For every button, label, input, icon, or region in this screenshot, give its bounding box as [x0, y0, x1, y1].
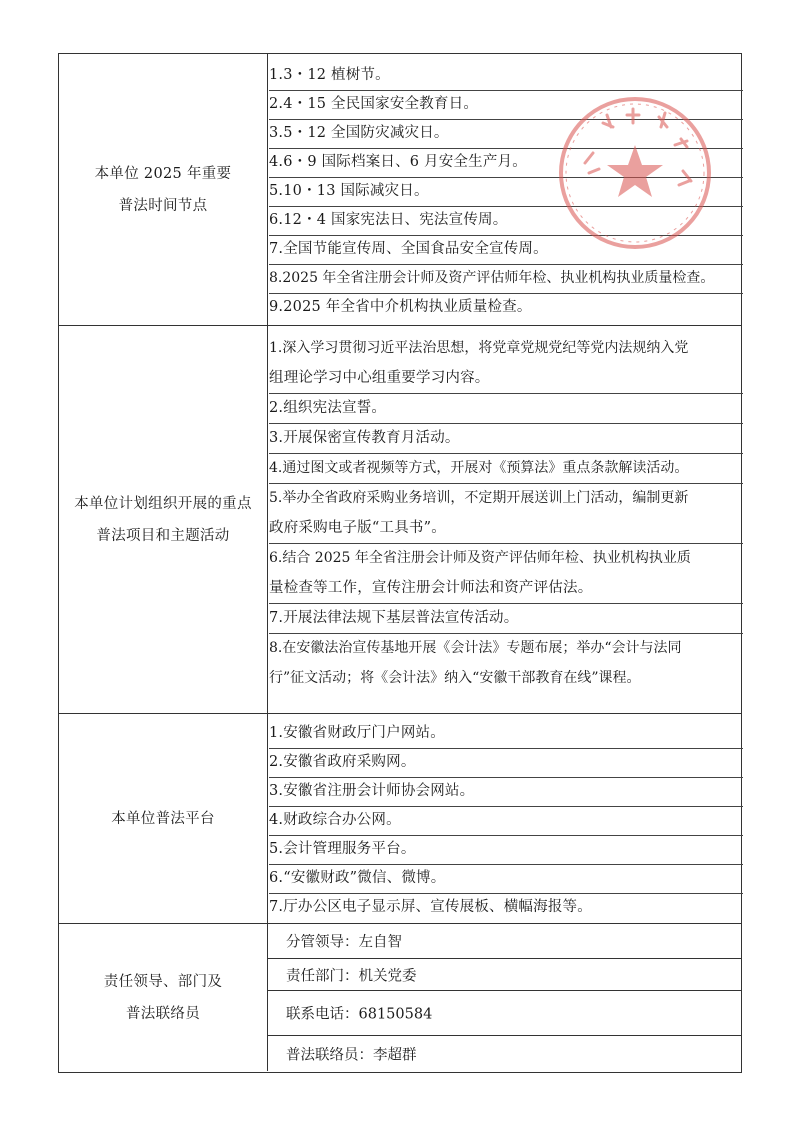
list-item: 组理论学习中心组重要学习内容。	[269, 364, 743, 394]
list-item: 7.厅办公区电子显示屏、宣传展板、横幅海报等。	[269, 899, 592, 915]
list-item: 量检查等工作，宣传注册会计师法和资产评估法。	[269, 574, 743, 604]
table-row-time-nodes	[59, 54, 741, 326]
list-item: 6.“安徽财政”微信、微博。	[269, 864, 743, 894]
contact-row	[268, 959, 741, 991]
row-content	[268, 714, 741, 923]
table-row-key-projects	[59, 326, 741, 714]
row-label	[59, 54, 268, 325]
row-label-line: 本单位普法平台	[111, 810, 215, 827]
row-label	[59, 714, 268, 923]
leader-field: 分管领导：左自智	[286, 934, 402, 951]
contact-row	[268, 991, 741, 1036]
department-field: 责任部门：机关党委	[286, 968, 417, 984]
list-item: 3.5・12 全国防灾减灾日。	[269, 119, 743, 149]
list-item: 4.通过图文或者视频等方式，开展对《预算法》重点条款解读活动。	[269, 454, 743, 484]
list-item: 2.安徽省政府采购网。	[269, 748, 743, 778]
list-item: 行”征文活动；将《会计法》纳入“安徽干部教育在线”课程。	[269, 670, 641, 686]
contact-row	[268, 924, 741, 959]
list-item: 2.组织宪法宣誓。	[269, 394, 743, 424]
list-item: 7.开展法律法规下基层普法宣传活动。	[269, 604, 743, 634]
row-label	[59, 924, 268, 1071]
list-item: 6.结合 2025 年全省注册会计师及资产评估师年检、执业机构执业质	[269, 550, 691, 566]
phone-field: 联系电话：68150584	[286, 1006, 433, 1023]
row-label-line: 普法时间节点	[118, 197, 208, 214]
row-content	[268, 326, 741, 713]
list-item: 8.2025 年全省注册会计师及资产评估师年检、执业机构执业质量检查。	[269, 264, 743, 294]
list-item: 6.12・4 国家宪法日、宪法宣传周。	[269, 206, 743, 236]
plan-table	[58, 53, 742, 1073]
contact-row	[268, 1036, 741, 1071]
list-item: 8.在安徽法治宣传基地开展《会计法》专题布展；举办“会计与法同	[269, 640, 682, 656]
list-item: 4.财政综合办公网。	[269, 806, 743, 836]
list-item: 5.10・13 国际减灾日。	[269, 177, 743, 207]
list-item: 5.会计管理服务平台。	[269, 835, 743, 865]
list-item: 3.开展保密宣传教育月活动。	[269, 424, 743, 454]
row-label-line: 普法联络员	[126, 1005, 200, 1022]
liaison-field: 普法联络员：李超群	[286, 1047, 417, 1063]
list-item: 1.深入学习贯彻习近平法治思想，将党章党规党纪等党内法规纳入党	[269, 340, 689, 356]
list-item: 1.3・12 植树节。	[269, 61, 743, 91]
row-label-line: 普法项目和主题活动	[96, 527, 230, 544]
list-item: 4.6・9 国际档案日、6 月安全生产月。	[269, 148, 743, 178]
row-label-line: 责任领导、部门及	[103, 973, 223, 990]
list-item: 9.2025 年全省中介机构执业质量检查。	[269, 299, 532, 315]
list-item: 5.举办全省政府采购业务培训，不定期开展送训上门活动，编制更新	[269, 490, 689, 506]
list-item: 政府采购电子版“工具书”。	[269, 514, 743, 544]
row-content	[268, 924, 741, 1071]
row-content	[268, 54, 741, 325]
row-label	[59, 326, 268, 713]
list-item: 2.4・15 全民国家安全教育日。	[269, 90, 743, 120]
table-row-platforms	[59, 714, 741, 924]
list-item: 1.安徽省财政厅门户网站。	[269, 719, 743, 749]
list-item: 3.安徽省注册会计师协会网站。	[269, 777, 743, 807]
table-row-responsibility	[59, 924, 741, 1071]
list-item: 7.全国节能宣传周、全国食品安全宣传周。	[269, 235, 743, 265]
row-label-line: 本单位 2025 年重要	[94, 165, 232, 182]
row-label-line: 本单位计划组织开展的重点	[74, 495, 252, 512]
